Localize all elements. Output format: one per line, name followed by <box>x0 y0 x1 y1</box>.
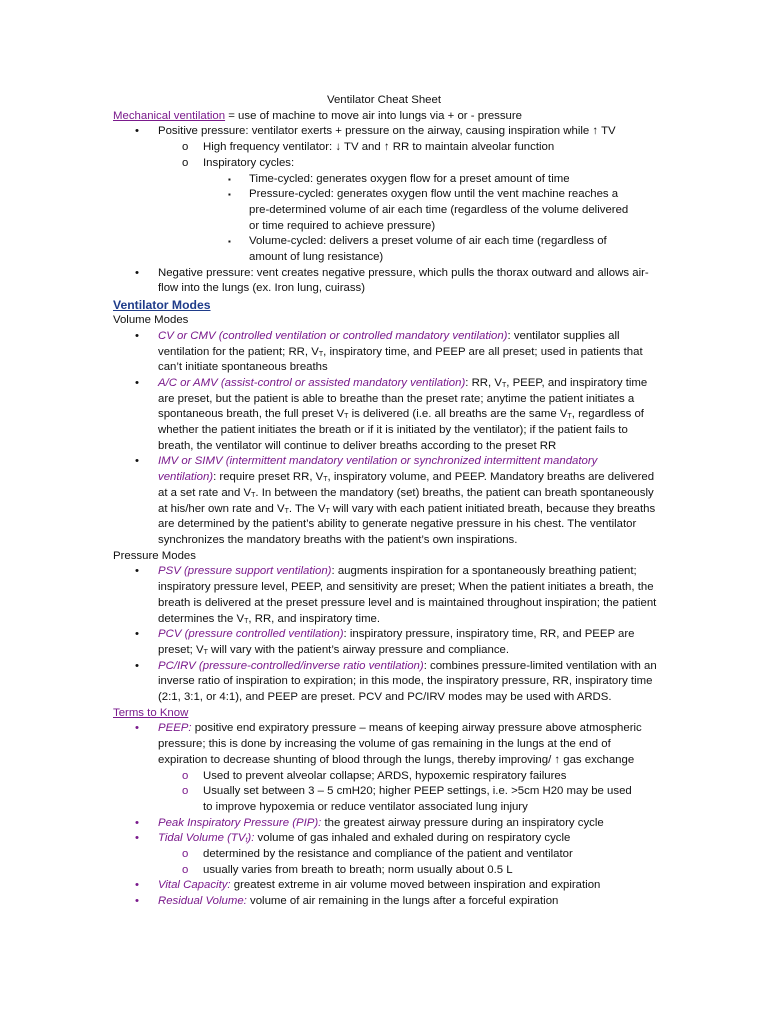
list-item-tv-sub2: o usually varies from breath to breath; norm usually about 0.5 L <box>203 863 643 879</box>
document-title: Ventilator Cheat Sheet <box>327 94 441 106</box>
terms-to-know-heading: Terms to Know <box>113 706 189 719</box>
term-vital-capacity: Vital Capacity: <box>158 879 231 892</box>
list-item-positive-pressure: • Positive pressure: ventilator exerts + pressure on the airway, causing inspiration while ↑ TV <box>158 124 658 140</box>
term-pip: Peak Inspiratory Pressure (PIP): <box>158 816 322 829</box>
bullet-glyph: • <box>135 376 139 389</box>
bullet-glyph: • <box>135 722 139 735</box>
list-item-ac-amv: • A/C or AMV (assist-control or assisted mandatory ventilation): RR, $V_T$, PEEP, and inspiratory time are preset, but the patient is able to breathe than the preset rate; anytime the patient initiates a spontaneous breath, the full preset $V_T$ is delivered (i.e. all breaths are the same $V_T$, regardless of whether the patient initiates the breath or if it is initiated by the ventilator); if the patient fails to breath, the ventilator will continue to deliver breaths according to the preset RR <box>135 376 648 452</box>
term-tidal-volume: Tidal Volume $(TV_t)$: <box>158 832 255 845</box>
list-item-pc-irv: • PC/IRV (pressure-controlled/inverse ratio ventilation): combines pressure-limited ventilation with an inverse ratio of inspiration to expiration; in this mode, the inspiratory pressure, RR, inspiratory time (2:1, 3:1, or 4:1), and PEEP are preset. PCV and PC/IRV modes may be used with ARDS. <box>135 659 657 704</box>
term-cv-cmv: CV or CMV (controlled ventilation or controlled mandatory ventilation) <box>158 329 508 342</box>
terms-list <box>0 721 768 909</box>
list-item-time-cycled: ▪ Time-cycled: generates oxygen flow for a preset amount of time <box>249 172 639 188</box>
term-residual-volume: Residual Volume: <box>158 895 247 908</box>
term-peep: PEEP: <box>158 722 192 735</box>
bullet-glyph: • <box>135 895 139 908</box>
list-item-peep-sub2: o Usually set between 3 – 5 cmH20; higher PEEP settings, i.e. >5cm H20 may be used to improve hypoxemia or reduce ventilator associated lung injury <box>182 785 632 813</box>
list-item-pip: • Peak Inspiratory Pressure (PIP): the greatest airway pressure during an inspiratory cycle <box>158 816 658 832</box>
list-item-volume-cycled: ▪ Volume-cycled: delivers a preset volume of air each time (regardless of amount of lung resistance) <box>228 235 607 264</box>
list-item-cv-cmv: • CV or CMV (controlled ventilation or controlled mandatory ventilation): ventilator supplies all ventilation for the patient; RR, $V_T$, inspiratory time, and PEEP are all preset; used in patients that can’t initiate spontaneous breaths <box>135 329 643 374</box>
list-item-tidal-volume: • Tidal Volume $(TV_t)$: volume of gas inhaled and exhaled during on respiratory cycle <box>158 831 658 847</box>
mechanical-ventilation-term: Mechanical ventilation <box>113 109 226 122</box>
mechanical-ventilation-definition: Mechanical ventilation = use of machine to move air into lungs via + or - pressure <box>113 109 523 122</box>
pressure-types-list <box>0 124 768 297</box>
square-bullet-glyph: ▪ <box>228 237 231 247</box>
term-imv-simv: IMV or SIMV (intermittent mandatory ventilation or synchronized intermittent mandatory ventilation) <box>158 455 598 484</box>
list-item-residual-volume: • Residual Volume: volume of air remaining in the lungs after a forceful expiration <box>158 894 658 910</box>
list-item-pcv: • PCV (pressure controlled ventilation): inspiratory pressure, inspiratory time, RR, and PEEP are preset; $V_T$ will vary with the patient’s airway pressure and compliance. <box>135 628 635 656</box>
bullet-glyph: • <box>135 329 139 342</box>
bullet-glyph: • <box>135 832 139 845</box>
circle-bullet-glyph: o <box>182 141 189 154</box>
list-item-peep: • PEEP: positive end expiratory pressure – means of keeping airway pressure above atmospheric pressure; this is done by increasing the volume of gas remaining in the lungs at the end of expiration to decrease shunting of blood through the lungs, thereby improving/ ↑ gas exchange <box>135 722 642 766</box>
circle-bullet-glyph: o <box>182 156 189 169</box>
bullet-glyph: • <box>135 565 139 578</box>
bullet-glyph: • <box>135 125 139 138</box>
pressure-modes-heading: Pressure Modes <box>113 549 196 562</box>
list-item-vital-capacity: • Vital Capacity: greatest extreme in air volume moved between inspiration and expiration <box>158 878 658 894</box>
term-psv: PSV (pressure support ventilation) <box>158 565 332 578</box>
bullet-glyph: • <box>135 266 139 279</box>
list-item-inspiratory-cycles: o Inspiratory cycles: <box>203 156 643 172</box>
list-item-negative-pressure: • Negative pressure: vent creates negative pressure, which pulls the thorax outward and allows air-flow into the lungs (ex. Iron lung, cuirass) <box>135 266 649 295</box>
bullet-glyph: • <box>135 879 139 892</box>
term-pc-irv: PC/IRV (pressure-controlled/inverse ratio ventilation) <box>158 659 424 672</box>
list-item-pressure-cycled: ▪ Pressure-cycled: generates oxygen flow until the vent machine reaches a pre-determined volume of air each time (regardless of the volume delivered or time required to achieve pressure) <box>228 188 629 232</box>
term-pcv: PCV (pressure controlled ventilation) <box>158 628 344 641</box>
square-bullet-glyph: ▪ <box>228 190 231 200</box>
circle-bullet-glyph: o <box>182 769 189 782</box>
list-item-tv-sub1: o determined by the resistance and compliance of the patient and ventilator <box>203 847 643 863</box>
circle-bullet-glyph: o <box>182 848 189 861</box>
list-item-peep-sub1: o Used to prevent alveolar collapse; ARDS, hypoxemic respiratory failures <box>203 769 643 785</box>
volume-modes-heading: Volume Modes <box>113 314 189 327</box>
list-item-high-frequency: o High frequency ventilator: ↓ TV and ↑ RR to maintain alveolar function <box>203 140 643 156</box>
bullet-glyph: • <box>135 455 139 468</box>
circle-bullet-glyph: o <box>182 863 189 876</box>
circle-bullet-glyph: o <box>182 785 189 798</box>
volume-modes-list <box>0 329 768 549</box>
list-item-imv-simv: • IMV or SIMV (intermittent mandatory ventilation or synchronized intermittent mandatory ventilation): require preset RR, $V_T$, inspiratory volume, and PEEP. Mandatory breaths are delivered at a set rate and $V_T$. In between the mandatory (set) breaths, the patient can breath spontaneously at his/her own rate and $V_T$. The $V_T$ will vary with each patient initiated breath, because they breaths are determined by the patient’s ability to generate negative pressure in his chest. The ventilator synchronizes the mandatory breaths with the patient’s own inspirations. <box>135 455 656 546</box>
term-ac-amv: A/C or AMV (assist-control or assisted mandatory ventilation) <box>158 376 466 389</box>
bullet-glyph: • <box>135 816 139 829</box>
square-bullet-glyph: ▪ <box>228 174 231 184</box>
ventilator-modes-heading: Ventilator Modes <box>113 298 211 313</box>
bullet-glyph: • <box>135 659 139 672</box>
pressure-modes-list <box>0 564 768 705</box>
document-page <box>0 93 768 910</box>
list-item-psv: • PSV (pressure support ventilation): augments inspiration for a spontaneously breathing patient; inspiratory pressure level, PEEP, and sensitivity are preset; When the patient initiates a breath, the breath is delivered at the preset pressure level and is maintained throughout inspiration; the patient determines the $V_T$, RR, and inspiratory time. <box>135 565 657 625</box>
bullet-glyph: • <box>135 628 139 641</box>
